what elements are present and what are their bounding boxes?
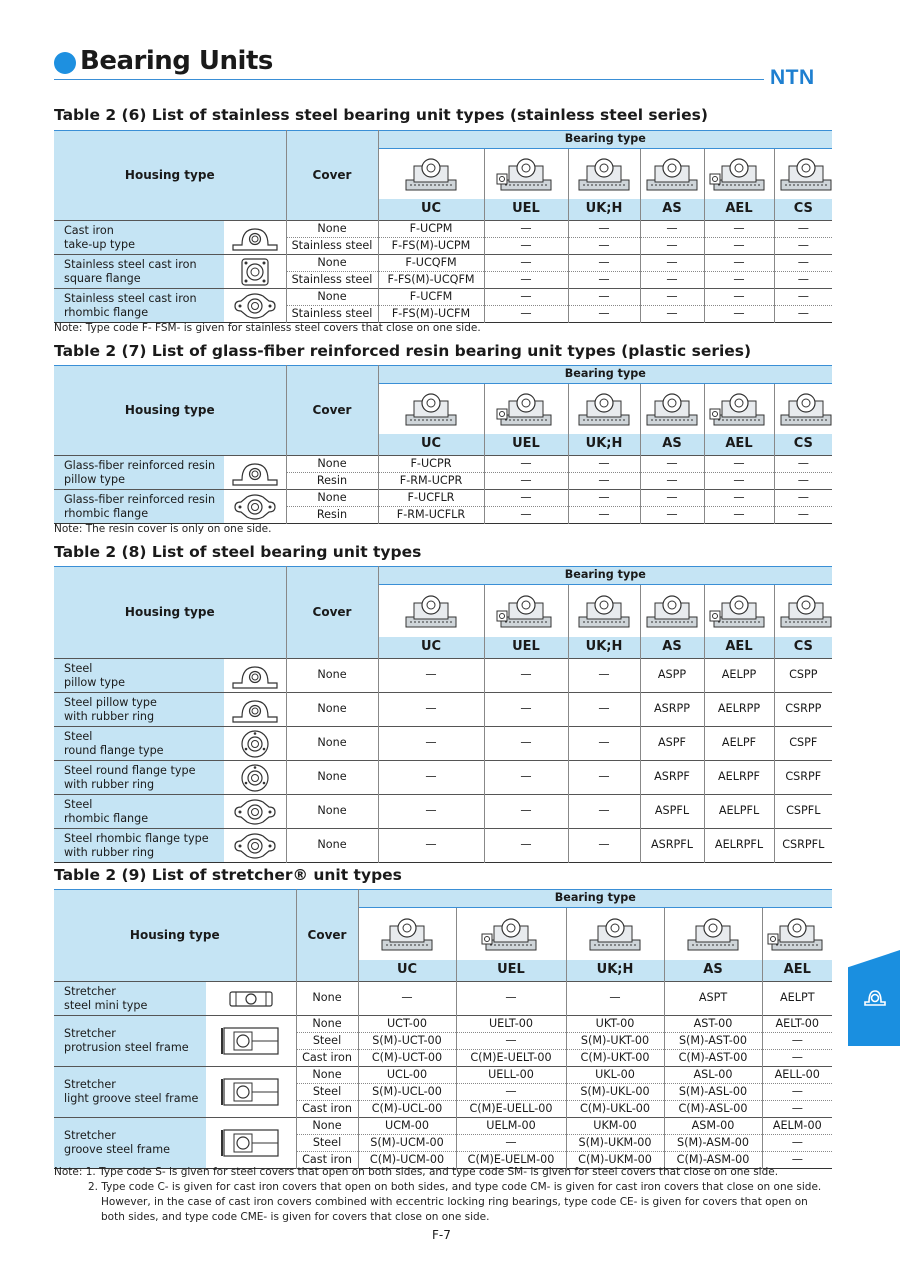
round-housing-icon [224, 729, 286, 759]
table-cell: S(M)-UKM-00 [566, 1135, 664, 1152]
cover-cell: None [286, 289, 378, 306]
table-cell: — [774, 456, 832, 473]
table-cell: S(M)-ASM-00 [664, 1135, 762, 1152]
table-cell: — [774, 490, 832, 507]
bearing-type-icon-cs [774, 384, 832, 434]
housing-label: Cast iron take-up type [54, 221, 224, 255]
housing-label: Stainless steel cast iron rhombic flange [54, 289, 224, 323]
bearing-type-code: UC [378, 199, 484, 221]
table-cell: F-UCFM [378, 289, 484, 306]
table-cell: C(M)-ASM-00 [664, 1152, 762, 1169]
frame-housing-icon [206, 1126, 296, 1160]
bearing-type-code: CS [793, 201, 813, 217]
bearing-type-code: AS [664, 960, 762, 982]
table-cell: — [762, 1050, 832, 1067]
table-cell: ASPF [640, 727, 704, 761]
table-cell: F-UCQFM [378, 255, 484, 272]
table-7-title: Table 2 (7) List of glass-fiber reinforced resin bearing unit types (plastic series) [54, 342, 752, 360]
table-cell: C(M)-UKL-00 [566, 1101, 664, 1118]
bearing-type-code: UC [358, 960, 456, 982]
table-cell: — [640, 456, 704, 473]
square-housing-icon [224, 257, 286, 287]
table-cell: UELT-00 [456, 1016, 566, 1033]
pillow-housing-icon [224, 696, 286, 724]
table-cell: AELT-00 [762, 1016, 832, 1033]
bearing-type-icon-uel [456, 908, 566, 960]
table-cell: — [774, 255, 832, 272]
table-cell: C(M)-UCL-00 [358, 1101, 456, 1118]
frame-housing-icon [206, 1024, 296, 1058]
bearing-type-icon-uc [378, 384, 484, 434]
bearing-type-code: UC [378, 637, 484, 659]
table-cell: UELL-00 [456, 1067, 566, 1084]
bearing-type-icon-uk-h [568, 384, 640, 434]
table-cell: — [484, 221, 568, 238]
table-cell: — [566, 982, 664, 1016]
table-cell: ASM-00 [664, 1118, 762, 1135]
housing-type-header: Housing type [54, 366, 286, 456]
housing-label: Stretcher groove steel frame [54, 1118, 206, 1169]
table-9-note-3: However, in the case of cast iron covers combined with eccentric locking ring bearings, type code CE- is given for covers that open on [101, 1196, 808, 1208]
cover-header: Cover [286, 131, 378, 221]
bearing-type-icon-uel [484, 149, 568, 199]
table-row [54, 982, 832, 1016]
table-cell: — [568, 659, 640, 693]
cover-cell: Steel [296, 1084, 358, 1101]
table-cell: CSRPF [774, 761, 832, 795]
table-cell: UCM-00 [358, 1118, 456, 1135]
cover-cell: None [296, 1118, 358, 1135]
pillow-housing-icon [224, 459, 286, 487]
table-cell: — [568, 693, 640, 727]
table-cell: AELRPFL [704, 829, 774, 863]
table-cell: F-RM-UCPR [378, 473, 484, 490]
cover-cell: Resin [286, 507, 378, 524]
table-cell: — [568, 289, 640, 306]
table-cell: — [568, 473, 640, 490]
page-number: F-7 [432, 1228, 451, 1242]
bearing-type-code: AEL [704, 637, 774, 659]
table-9-note-1: Note: 1. Type code S- is given for steel covers that open on both sides, and type code SM- is given for steel covers that close on one side. [54, 1166, 779, 1178]
table-cell: — [568, 272, 640, 289]
table-6-note: Note: Type code F- FSM- is given for stainless steel covers that close on one side. [54, 322, 481, 334]
cover-cell: None [296, 1067, 358, 1084]
housing-label: Steel pillow type [54, 659, 224, 693]
table-cell: F-FS(M)-UCQFM [378, 272, 484, 289]
bearing-type-icon-as [664, 908, 762, 960]
table-row [54, 761, 832, 795]
cover-cell: None [286, 659, 378, 693]
bearing-type-code: UK;H [568, 637, 640, 659]
table-cell: S(M)-UCM-00 [358, 1135, 456, 1152]
table-cell: — [484, 289, 568, 306]
table-cell: — [484, 238, 568, 255]
cover-cell: Steel [296, 1033, 358, 1050]
bearing-type-icon-as [640, 585, 704, 637]
table-row [54, 829, 832, 863]
table-cell: — [762, 1033, 832, 1050]
table-cell: UCT-00 [358, 1016, 456, 1033]
pillow-housing-icon [224, 224, 286, 252]
table-row [54, 727, 832, 761]
table-cell: — [568, 306, 640, 323]
table-cell: — [640, 507, 704, 524]
page-title: Bearing Units [80, 46, 273, 76]
table-cell: CSPP [774, 659, 832, 693]
table-cell: — [762, 1152, 832, 1169]
bearing-type-code: AS [640, 637, 704, 659]
table-cell: UKT-00 [566, 1016, 664, 1033]
table-cell: — [358, 982, 456, 1016]
table-cell: C(M)-UKM-00 [566, 1152, 664, 1169]
page-header [54, 48, 764, 80]
table-7 [54, 365, 832, 524]
table-cell: — [568, 456, 640, 473]
table-cell: — [484, 306, 568, 323]
housing-label: Steel pillow type with rubber ring [54, 693, 224, 727]
table-cell: — [704, 456, 774, 473]
table-cell: ASRPP [640, 693, 704, 727]
table-cell: S(M)-UKT-00 [566, 1033, 664, 1050]
bearing-type-code: AS [640, 434, 704, 456]
bearing-type-icon-uc [378, 585, 484, 637]
cover-cell: None [286, 255, 378, 272]
table-cell: C(M)-UKT-00 [566, 1050, 664, 1067]
table-cell: — [704, 221, 774, 238]
cover-cell: None [286, 456, 378, 473]
table-cell: AELPT [762, 982, 832, 1016]
table-cell: F-RM-UCFLR [378, 507, 484, 524]
cover-cell: None [286, 795, 378, 829]
bearing-type-code: UK;H [568, 434, 640, 456]
table-row [54, 456, 832, 473]
bearing-type-icon-uk-h [566, 908, 664, 960]
table-cell: C(M)-AST-00 [664, 1050, 762, 1067]
bearing-type-icon-uel [484, 585, 568, 637]
table-row [54, 1067, 832, 1084]
table-cell: — [774, 221, 832, 238]
table-cell: S(M)-UCL-00 [358, 1084, 456, 1101]
table-cell: UKL-00 [566, 1067, 664, 1084]
table-cell: — [484, 829, 568, 863]
table-cell: F-UCFLR [378, 490, 484, 507]
table-cell: — [640, 272, 704, 289]
table-cell: C(M)E-UELL-00 [456, 1101, 566, 1118]
table-9 [54, 889, 832, 1169]
bearing-type-icon-uc [378, 149, 484, 199]
cover-cell: Cast iron [296, 1101, 358, 1118]
cover-cell: None [286, 693, 378, 727]
bullet-dot-icon [54, 52, 76, 74]
table-cell: — [640, 221, 704, 238]
bearing-type-header: Bearing type [378, 366, 832, 384]
housing-label: Stretcher protrusion steel frame [54, 1016, 206, 1067]
table-cell: — [640, 255, 704, 272]
table-cell: ASPP [640, 659, 704, 693]
table-cell: — [774, 238, 832, 255]
table-cell: — [484, 272, 568, 289]
bearing-type-code: AEL [783, 962, 811, 978]
table-cell: — [378, 829, 484, 863]
table-cell: CSRPFL [774, 829, 832, 863]
table-row [54, 795, 832, 829]
housing-label: Steel round flange type with rubber ring [54, 761, 224, 795]
table-cell: F-FS(M)-UCFM [378, 306, 484, 323]
bearing-type-header: Bearing type [358, 890, 832, 908]
table-cell: AELL-00 [762, 1067, 832, 1084]
pillow-block-icon [862, 988, 888, 1008]
bearing-type-icon-ael [704, 149, 774, 199]
table-row [54, 1118, 832, 1135]
bearing-type-code: UEL [456, 960, 566, 982]
table-cell: — [568, 221, 640, 238]
table-cell: — [484, 795, 568, 829]
table-cell: CSRPP [774, 693, 832, 727]
cover-cell: None [296, 1016, 358, 1033]
housing-type-header: Housing type [54, 890, 296, 982]
cover-cell: Cast iron [296, 1152, 358, 1169]
rhombic-housing-icon [224, 832, 286, 860]
table-cell: — [704, 507, 774, 524]
table-cell: C(M)-ASL-00 [664, 1101, 762, 1118]
table-cell: AST-00 [664, 1016, 762, 1033]
table-cell: CSPF [774, 727, 832, 761]
table-cell: — [568, 795, 640, 829]
bearing-type-code: CS [793, 436, 813, 452]
table-cell: AELPFL [704, 795, 774, 829]
cover-cell: Resin [286, 473, 378, 490]
table-cell: S(M)-AST-00 [664, 1033, 762, 1050]
table-cell: — [774, 289, 832, 306]
bearing-type-code: AEL [704, 199, 774, 221]
table-cell: — [568, 490, 640, 507]
table-cell: S(M)-UKL-00 [566, 1084, 664, 1101]
cover-cell: None [286, 727, 378, 761]
table-cell: ASRPFL [640, 829, 704, 863]
table-cell: — [484, 761, 568, 795]
table-9-note-4: both sides, and type code CME- is given for covers that close on one side. [101, 1211, 490, 1223]
table-cell: — [484, 693, 568, 727]
table-cell: — [762, 1135, 832, 1152]
table-cell: F-FS(M)-UCPM [378, 238, 484, 255]
table-row [54, 1016, 832, 1033]
table-cell: — [704, 306, 774, 323]
table-cell: ASPT [664, 982, 762, 1016]
table-cell: — [704, 272, 774, 289]
table-row [54, 693, 832, 727]
brand-logo: NTN [770, 66, 815, 89]
table-cell: C(M)-UCM-00 [358, 1152, 456, 1169]
table-cell: — [640, 490, 704, 507]
table-cell: — [774, 507, 832, 524]
table-cell: CSPFL [774, 795, 832, 829]
table-cell: — [378, 795, 484, 829]
cover-cell: None [286, 221, 378, 238]
table-cell: — [378, 761, 484, 795]
table-cell: F-UCPM [378, 221, 484, 238]
table-cell: — [456, 982, 566, 1016]
housing-type-header: Housing type [54, 131, 286, 221]
table-cell: — [640, 473, 704, 490]
table-cell: UKM-00 [566, 1118, 664, 1135]
housing-label: Glass-fiber reinforced resin rhombic flange [54, 490, 224, 524]
bearing-type-icon-as [640, 149, 704, 199]
table-cell: F-UCPR [378, 456, 484, 473]
cover-header: Cover [286, 366, 378, 456]
table-cell: S(M)-ASL-00 [664, 1084, 762, 1101]
housing-label: Stretcher steel mini type [54, 982, 206, 1016]
bearing-type-header: Bearing type [378, 131, 832, 149]
bearing-type-icon-cs [774, 585, 832, 637]
cover-cell: Stainless steel [286, 272, 378, 289]
table-cell: C(M)E-UELM-00 [456, 1152, 566, 1169]
pillow-housing-icon [224, 662, 286, 690]
section-tab [848, 950, 900, 1046]
mini-housing-icon [206, 988, 296, 1010]
table-cell: AELM-00 [762, 1118, 832, 1135]
table-cell: ASRPF [640, 761, 704, 795]
table-cell: — [378, 693, 484, 727]
table-cell: ASPFL [640, 795, 704, 829]
bearing-type-icon-uel [484, 384, 568, 434]
table-cell: — [704, 473, 774, 490]
frame-housing-icon [206, 1075, 296, 1109]
cover-cell: Stainless steel [286, 238, 378, 255]
table-6-title: Table 2 (6) List of stainless steel bearing unit types (stainless steel series) [54, 106, 708, 124]
table-cell: AELRPF [704, 761, 774, 795]
table-cell: — [484, 659, 568, 693]
table-cell: — [484, 490, 568, 507]
table-cell: — [568, 727, 640, 761]
table-cell: C(M)-UCT-00 [358, 1050, 456, 1067]
bearing-type-icon-ael [704, 585, 774, 637]
table-cell: — [568, 829, 640, 863]
cover-header: Cover [286, 567, 378, 659]
bearing-type-code: UEL [484, 199, 568, 221]
table-cell: — [762, 1084, 832, 1101]
housing-label: Steel rhombic flange [54, 795, 224, 829]
housing-label: Stainless steel cast iron square flange [54, 255, 224, 289]
bearing-type-icon-uk-h [568, 585, 640, 637]
table-6 [54, 130, 832, 323]
cover-cell: Steel [296, 1135, 358, 1152]
bearing-type-code: UK;H [568, 199, 640, 221]
cover-cell: None [286, 761, 378, 795]
table-cell: — [456, 1084, 566, 1101]
table-cell: — [568, 507, 640, 524]
bearing-type-header: Bearing type [378, 567, 832, 585]
cover-cell: Stainless steel [286, 306, 378, 323]
housing-type-header: Housing type [54, 567, 286, 659]
table-cell: ASL-00 [664, 1067, 762, 1084]
table-9-note-2: 2. Type code C- is given for cast iron covers that open on both sides, and type code CM- is given for cast iron covers that close on one side. [88, 1181, 822, 1193]
cover-header: Cover [296, 890, 358, 982]
bearing-type-code: AS [640, 199, 704, 221]
table-row [54, 255, 832, 272]
table-cell: — [774, 272, 832, 289]
table-row [54, 221, 832, 238]
table-cell: — [456, 1033, 566, 1050]
table-8 [54, 566, 832, 863]
bearing-type-icon-ael [762, 908, 832, 960]
table-cell: C(M)E-UELT-00 [456, 1050, 566, 1067]
table-row [54, 490, 832, 507]
table-cell: — [774, 306, 832, 323]
housing-label: Steel round flange type [54, 727, 224, 761]
table-cell: — [762, 1101, 832, 1118]
bearing-type-icon-uk-h [568, 149, 640, 199]
bearing-type-code: UEL [484, 637, 568, 659]
table-cell: — [704, 490, 774, 507]
bearing-type-icon-ael [704, 384, 774, 434]
table-8-title: Table 2 (8) List of steel bearing unit types [54, 543, 422, 561]
table-cell: — [484, 507, 568, 524]
rhombic-housing-icon [224, 292, 286, 320]
table-cell: — [568, 761, 640, 795]
table-cell: UCL-00 [358, 1067, 456, 1084]
table-row [54, 289, 832, 306]
table-cell: — [704, 289, 774, 306]
table-cell: — [378, 727, 484, 761]
bearing-type-icon-uc [358, 908, 456, 960]
cover-cell: None [286, 829, 378, 863]
cover-cell: None [296, 982, 358, 1016]
bearing-type-code: UEL [484, 434, 568, 456]
table-cell: — [484, 255, 568, 272]
table-cell: — [704, 238, 774, 255]
table-cell: — [774, 473, 832, 490]
table-cell: — [378, 659, 484, 693]
round-housing-icon [224, 763, 286, 793]
table-cell: — [484, 456, 568, 473]
table-cell: — [640, 306, 704, 323]
cover-cell: Cast iron [296, 1050, 358, 1067]
rhombic-housing-icon [224, 798, 286, 826]
table-9-title: Table 2 (9) List of stretcher® unit types [54, 866, 402, 884]
housing-label: Glass-fiber reinforced resin pillow type [54, 456, 224, 490]
table-cell: — [484, 727, 568, 761]
table-row [54, 659, 832, 693]
bearing-type-code: CS [793, 639, 813, 655]
table-cell: — [568, 238, 640, 255]
bearing-type-code: AEL [704, 434, 774, 456]
rhombic-housing-icon [224, 493, 286, 521]
table-cell: S(M)-UCT-00 [358, 1033, 456, 1050]
bearing-type-icon-cs [774, 149, 832, 199]
table-cell: AELRPP [704, 693, 774, 727]
housing-label: Steel rhombic flange type with rubber ring [54, 829, 224, 863]
table-cell: — [568, 255, 640, 272]
table-cell: — [704, 255, 774, 272]
table-cell: — [484, 473, 568, 490]
bearing-type-icon-as [640, 384, 704, 434]
bearing-type-code: UC [378, 434, 484, 456]
table-cell: AELPP [704, 659, 774, 693]
cover-cell: None [286, 490, 378, 507]
table-cell: AELPF [704, 727, 774, 761]
table-cell: — [456, 1135, 566, 1152]
table-7-note: Note: The resin cover is only on one side. [54, 523, 272, 535]
bearing-type-code: UK;H [566, 960, 664, 982]
housing-label: Stretcher light groove steel frame [54, 1067, 206, 1118]
table-cell: — [640, 289, 704, 306]
table-cell: — [640, 238, 704, 255]
table-cell: UELM-00 [456, 1118, 566, 1135]
